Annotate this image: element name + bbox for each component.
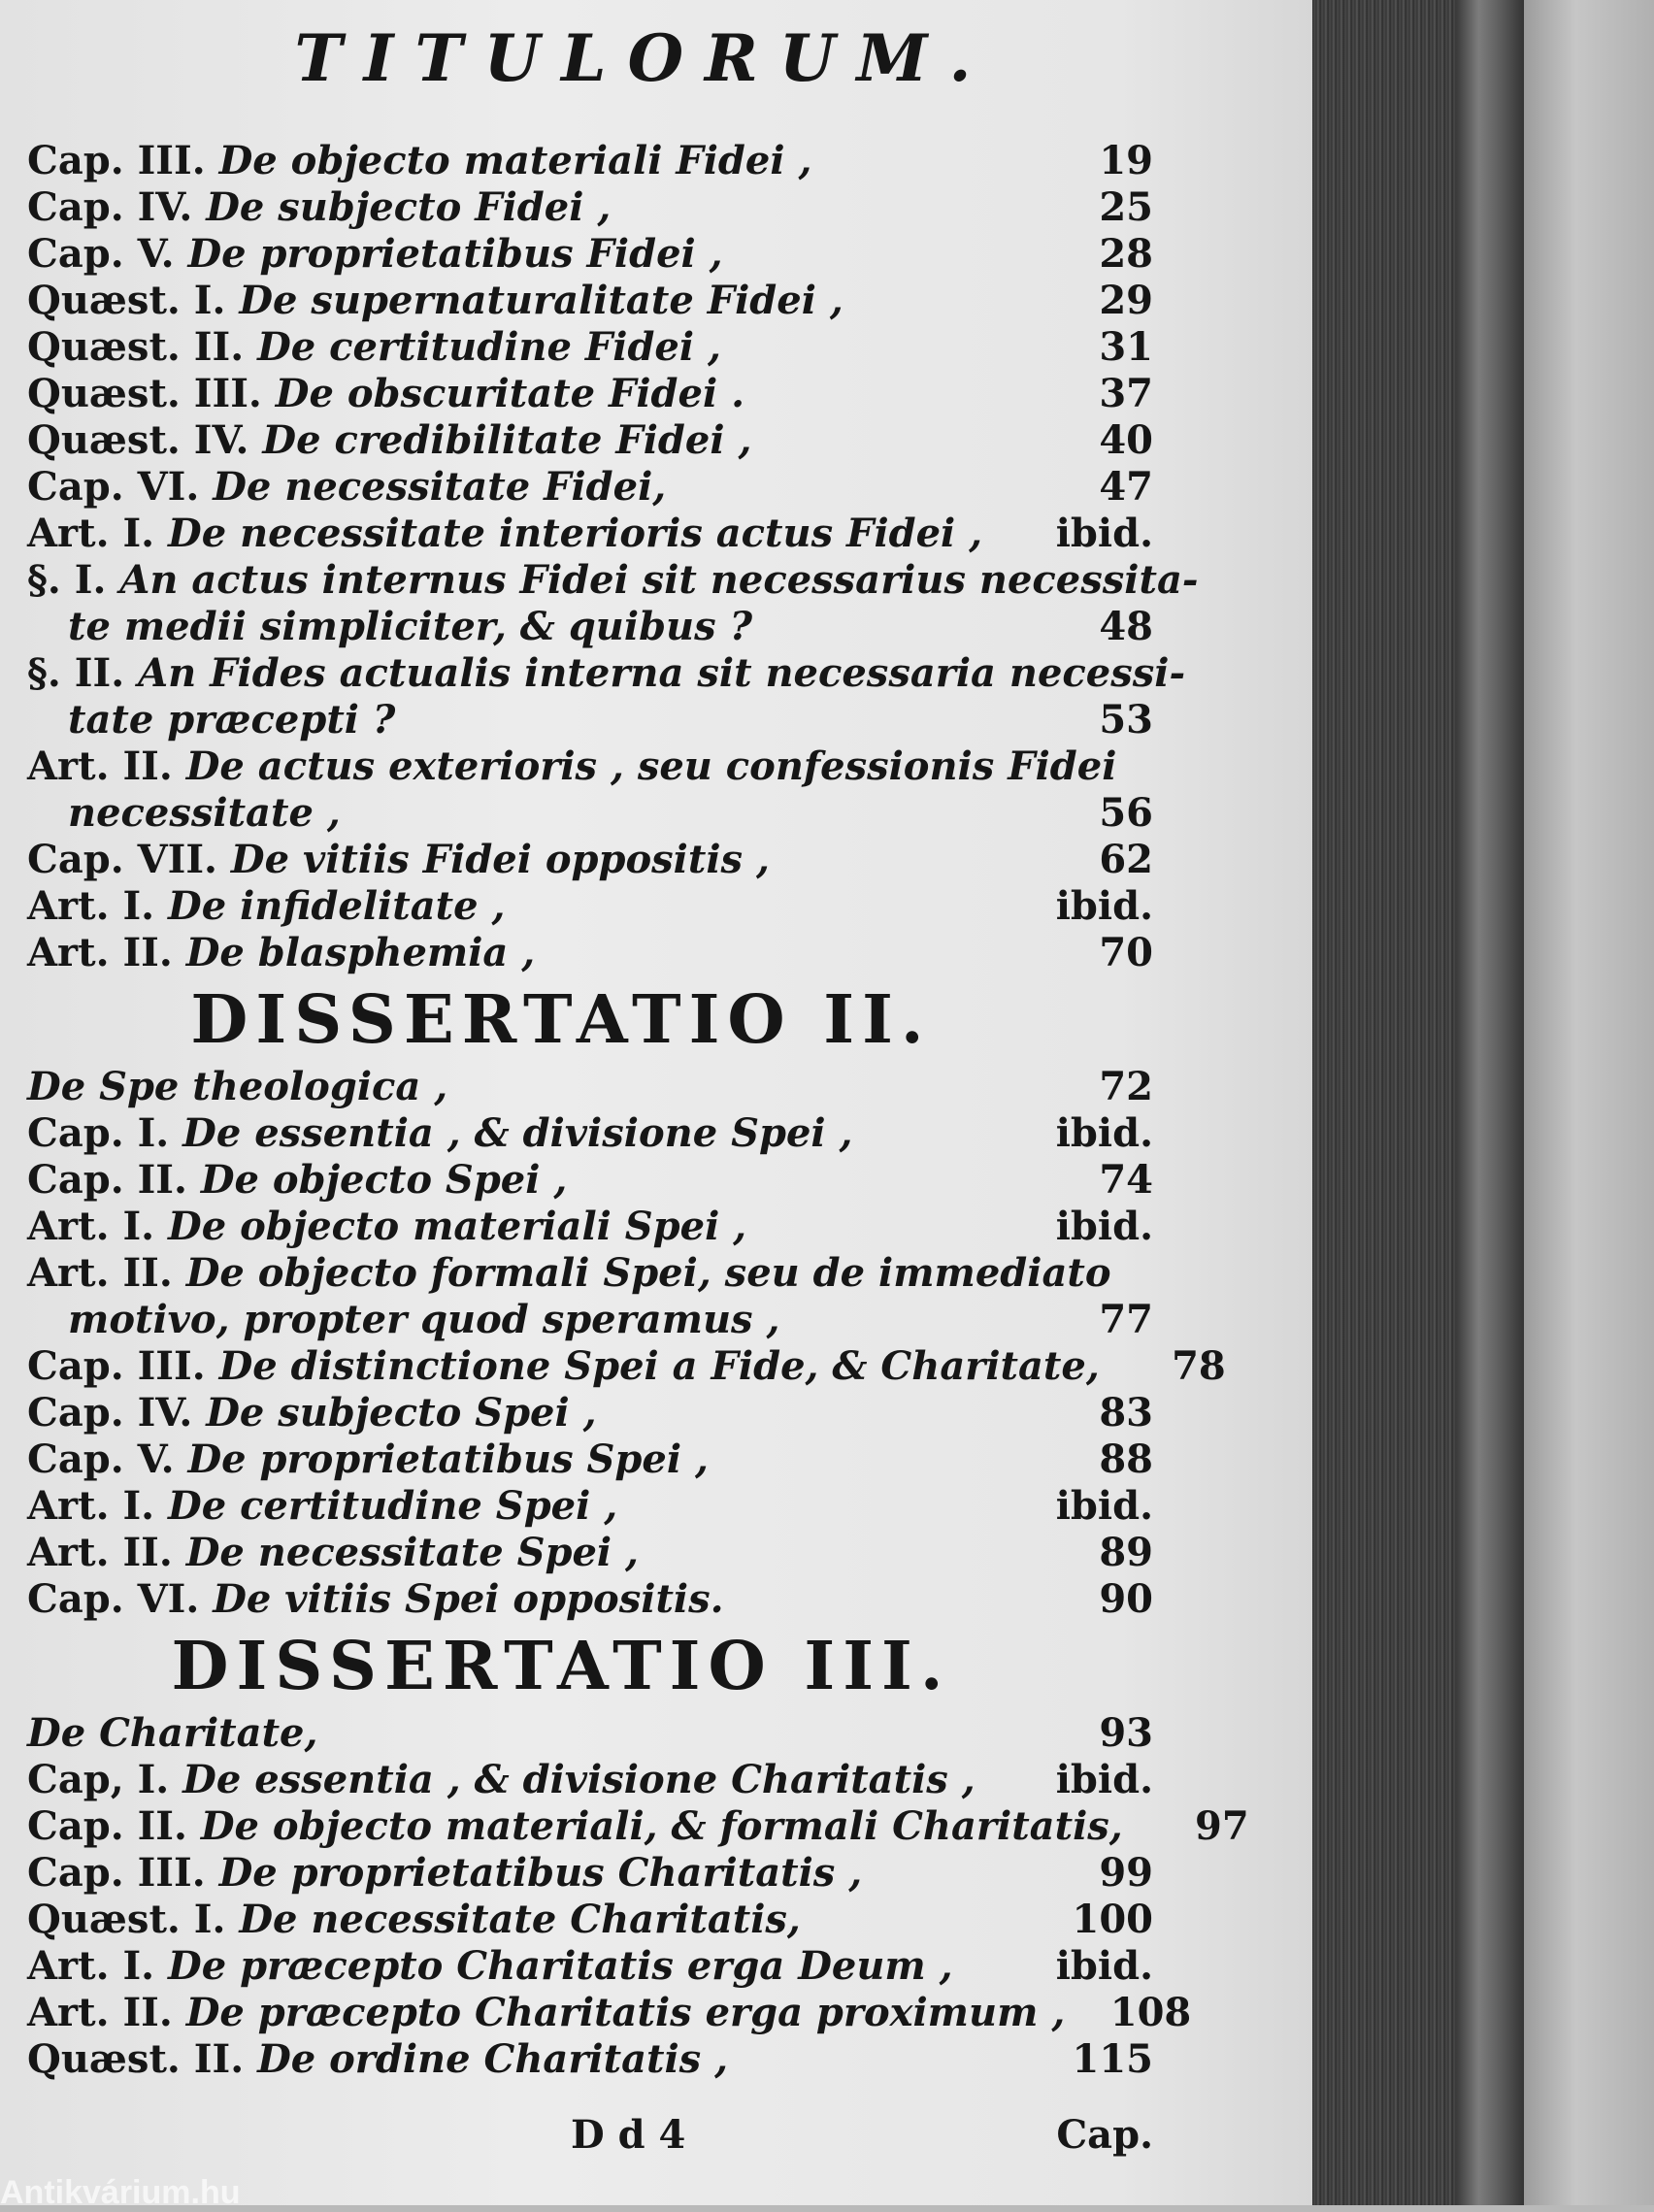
toc-entry-label [27, 1250, 1111, 1297]
toc-entry-head: Cap. IV. [27, 1390, 193, 1436]
toc-entry [27, 557, 1199, 604]
toc-entry-page: ibid. [1055, 1943, 1153, 1989]
toc-entry-title: De obscuritate Fidei . [275, 371, 745, 416]
toc-entry-title: De Spe theologica , [27, 1064, 448, 1109]
toc-entry-label [27, 1483, 1027, 1530]
toc-entry [27, 883, 1153, 930]
toc-entry-head: Quæst. I. [27, 1897, 226, 1942]
toc-entry-title: te medii simpliciter, & quibus ? [68, 604, 753, 649]
toc-entry-page: 29 [1099, 278, 1153, 323]
toc-entry-head: Art. I. [27, 1943, 155, 1989]
toc-entry-page: ibid. [1055, 1757, 1153, 1802]
toc-entry [27, 1850, 1153, 1897]
toc-entry-head: Cap. VII. [27, 837, 217, 882]
toc-entry-continuation [27, 604, 1153, 650]
toc-entry-title: De essentia , & divisione Spei , [182, 1110, 853, 1156]
signature-mark: D d 4 [571, 2112, 686, 2158]
toc-entry-page: ibid. [1055, 1204, 1153, 1249]
toc-entry-title: An Fides actualis interna sit necessaria necessi- [138, 650, 1186, 696]
toc-entry-head: Cap. VI. [27, 464, 200, 510]
toc-entry-head: Cap. V. [27, 1436, 175, 1482]
toc-entry-title: An actus internus Fidei sit necessarius necessita- [119, 557, 1199, 603]
toc-entry-label [27, 790, 1027, 837]
toc-entry-title: De blasphemia , [185, 930, 536, 975]
toc-entry-page: 99 [1099, 1850, 1153, 1896]
toc-entry-label [27, 1110, 1027, 1157]
toc-entry-label [27, 1157, 1027, 1204]
toc-entry-head: Cap. V. [27, 231, 175, 277]
toc-entry-title: De objecto Spei , [200, 1157, 568, 1203]
toc-entry [27, 1157, 1153, 1204]
toc-entry-page: 88 [1099, 1436, 1153, 1482]
toc-entry-title: De credibilitate Fidei , [262, 417, 752, 463]
toc-entry [27, 1483, 1153, 1530]
toc-entry-page: ibid. [1055, 1483, 1153, 1529]
toc-entry-label [27, 1710, 1027, 1757]
toc-entry [27, 1204, 1153, 1250]
toc-entry-head: Art. II. [27, 743, 173, 789]
toc-entry-page: 72 [1099, 1064, 1153, 1109]
toc-entry-head: Art. I. [27, 511, 155, 556]
toc-entry-title: De objecto formali Spei, seu de immediato [185, 1250, 1111, 1296]
toc-entry-label [27, 417, 1027, 464]
toc-entry-label [27, 1990, 1065, 2036]
toc-entry [27, 743, 1153, 790]
toc-entry-title: De necessitate interioris actus Fidei , [168, 511, 983, 556]
toc-entry-label [27, 1436, 1027, 1483]
toc-entry-title: De præcepto Charitatis erga proximum , [185, 1990, 1066, 2035]
toc-entry-title: De objecto materiali Spei , [168, 1204, 747, 1249]
toc-entry-label [27, 697, 1027, 743]
toc-entry-label [27, 743, 1116, 790]
toc-entry-page: 108 [1109, 1990, 1192, 2035]
table-of-contents [27, 138, 1249, 2083]
toc-entry [27, 1990, 1192, 2036]
toc-entry-page: 25 [1099, 184, 1153, 230]
toc-entry-label [27, 1803, 1123, 1850]
toc-entry-head: Art. II. [27, 1530, 173, 1575]
toc-entry-continuation [27, 1297, 1153, 1343]
toc-entry-head: Quæst. III. [27, 371, 262, 416]
catchword: Cap. [1056, 2112, 1153, 2158]
toc-entry-head: Art. II. [27, 1990, 173, 2035]
section-heading: DISSERTATIO III. [171, 1628, 951, 1705]
toc-entry [27, 1757, 1153, 1803]
toc-entry [27, 464, 1153, 511]
toc-entry-head: Art. II. [27, 1250, 173, 1296]
toc-entry-page: ibid. [1055, 883, 1153, 929]
toc-entry [27, 1897, 1153, 1943]
toc-entry-head: Quæst. II. [27, 2036, 245, 2082]
toc-entry-page: 70 [1099, 930, 1153, 975]
toc-entry-title: motivo, propter quod speramus , [68, 1297, 780, 1342]
toc-entry-title: De distinctione Spei a Fide, & Charitate, [218, 1343, 1100, 1389]
toc-entry-head: Cap. I. [27, 1110, 170, 1156]
toc-entry-page: 53 [1099, 697, 1153, 743]
page-content [27, 19, 1249, 2158]
toc-entry-title: De subjecto Spei , [206, 1390, 597, 1436]
toc-entry-head: Art. I. [27, 1204, 155, 1249]
toc-entry-title: De proprietatibus Spei , [187, 1436, 709, 1482]
toc-entry [27, 1710, 1153, 1757]
toc-entry [27, 1064, 1153, 1110]
toc-entry-title: De objecto materiali Fidei , [218, 138, 812, 183]
toc-entry-head: §. I. [27, 557, 107, 603]
toc-entry-head: Cap. VI. [27, 1576, 200, 1622]
toc-entry [27, 231, 1153, 278]
toc-entry-label [27, 604, 1027, 650]
toc-entry-title: De ordine Charitatis , [257, 2036, 729, 2082]
toc-entry-title: De certitudine Spei , [168, 1483, 618, 1529]
book-spine [1456, 0, 1532, 2205]
toc-entry [27, 650, 1186, 697]
toc-entry [27, 1250, 1153, 1297]
toc-entry-head: Cap. II. [27, 1803, 187, 1849]
toc-entry-title: De supernaturalitate Fidei , [239, 278, 844, 323]
toc-entry-label [27, 511, 1027, 557]
toc-entry-head: Quæst. II. [27, 324, 245, 370]
toc-entry [27, 511, 1153, 557]
toc-entry-page: 83 [1099, 1390, 1153, 1436]
toc-entry-head: Quæst. IV. [27, 417, 249, 463]
toc-entry-head: Art. I. [27, 1483, 155, 1529]
toc-entry-label [27, 1576, 1027, 1623]
toc-entry-title: De infidelitate , [168, 883, 506, 929]
toc-entry-title: De vitiis Fidei oppositis , [230, 837, 770, 882]
toc-entry [27, 184, 1153, 231]
toc-entry-head: §. II. [27, 650, 125, 696]
toc-entry [27, 1803, 1249, 1850]
watermark: Antikvárium.hu [0, 2174, 241, 2211]
toc-entry [27, 324, 1153, 371]
toc-entry-label [27, 1530, 1027, 1576]
page-footer [27, 2112, 1153, 2158]
toc-entry [27, 1576, 1153, 1623]
toc-entry [27, 1943, 1153, 1990]
toc-entry-label [27, 1897, 1027, 1943]
toc-entry-title: De necessitate Charitatis, [239, 1897, 801, 1942]
toc-entry-label [27, 1297, 1027, 1343]
toc-entry-label [27, 1943, 1027, 1990]
toc-entry-continuation [27, 697, 1153, 743]
toc-entry-page: 74 [1099, 1157, 1153, 1203]
toc-entry-title: tate præcepti ? [68, 697, 396, 743]
toc-entry-title: De Charitate, [27, 1710, 318, 1756]
toc-entry-title: De certitudine Fidei , [257, 324, 721, 370]
toc-entry-label [27, 2036, 1027, 2083]
toc-entry-page: 37 [1099, 371, 1153, 416]
toc-entry-head: Cap, I. [27, 1757, 170, 1802]
toc-entry-page: 100 [1072, 1897, 1153, 1942]
toc-entry [27, 1343, 1226, 1390]
toc-entry-page: 28 [1099, 231, 1153, 277]
background-surface [1524, 0, 1654, 2205]
toc-entry-label [27, 1390, 1027, 1436]
toc-entry-page: 48 [1099, 604, 1153, 649]
section-heading: DISSERTATIO II. [190, 981, 932, 1059]
toc-entry-label [27, 231, 1027, 278]
toc-entry-title: De actus exterioris , seu confessionis Fidei [185, 743, 1117, 789]
toc-entry-head: Cap. III. [27, 1850, 206, 1896]
toc-entry-title: De præcepto Charitatis erga Deum , [168, 1943, 953, 1989]
toc-entry-continuation [27, 790, 1153, 837]
toc-entry-page: 62 [1099, 837, 1153, 882]
toc-entry [27, 837, 1153, 883]
toc-entry-head: Art. I. [27, 883, 155, 929]
toc-entry-head: Cap. III. [27, 1343, 206, 1389]
toc-entry-label [27, 138, 1027, 184]
toc-entry-head: Cap. IV. [27, 184, 193, 230]
toc-entry [27, 1390, 1153, 1436]
toc-entry-page: 40 [1099, 417, 1153, 463]
toc-entry-label [27, 1850, 1027, 1897]
toc-entry-label [27, 557, 1198, 604]
toc-entry-label [27, 837, 1027, 883]
toc-entry [27, 930, 1153, 976]
toc-entry-label [27, 464, 1027, 511]
toc-entry [27, 1436, 1153, 1483]
toc-entry [27, 1530, 1153, 1576]
toc-entry-page: 78 [1172, 1343, 1226, 1389]
toc-entry [27, 1110, 1153, 1157]
toc-entry-label [27, 930, 1027, 976]
toc-entry-label [27, 278, 1027, 324]
toc-entry [27, 371, 1153, 417]
toc-entry-page: 77 [1099, 1297, 1153, 1342]
toc-entry-label [27, 650, 1185, 697]
toc-entry-head: Cap. III. [27, 138, 206, 183]
toc-entry-title: De subjecto Fidei , [206, 184, 612, 230]
toc-entry-head: Art. II. [27, 930, 173, 975]
toc-entry [27, 417, 1153, 464]
toc-entry [27, 2036, 1153, 2083]
toc-entry-title: De necessitate Spei , [185, 1530, 639, 1575]
toc-entry-page: 19 [1099, 138, 1153, 183]
toc-entry-page: ibid. [1055, 511, 1153, 556]
toc-entry-title: De objecto materiali, & formali Charitatis, [200, 1803, 1123, 1849]
toc-entry-label [27, 371, 1027, 417]
toc-entry-page: 47 [1099, 464, 1153, 510]
toc-entry-title: De necessitate Fidei, [213, 464, 667, 510]
toc-entry-label [27, 1064, 1027, 1110]
toc-entry-label [27, 1343, 1100, 1390]
toc-entry-page: ibid. [1055, 1110, 1153, 1156]
page-edges [1312, 0, 1477, 2205]
toc-entry-title: De essentia , & divisione Charitatis , [182, 1757, 976, 1802]
toc-entry [27, 138, 1153, 184]
toc-entry-title: De vitiis Spei oppositis. [213, 1576, 724, 1622]
toc-entry-label [27, 1757, 1027, 1803]
toc-entry-title: necessitate , [68, 790, 341, 836]
toc-entry [27, 278, 1153, 324]
toc-entry-page: 115 [1072, 2036, 1153, 2082]
toc-entry-label [27, 1204, 1027, 1250]
toc-entry-head: Quæst. I. [27, 278, 226, 323]
toc-entry-label [27, 883, 1027, 930]
toc-entry-page: 31 [1099, 324, 1153, 370]
toc-entry-page: 90 [1099, 1576, 1153, 1622]
toc-entry-page: 56 [1099, 790, 1153, 836]
toc-entry-head: Cap. II. [27, 1157, 187, 1203]
toc-entry-page: 89 [1099, 1530, 1153, 1575]
toc-entry-label [27, 184, 1027, 231]
toc-entry-label [27, 324, 1027, 371]
toc-entry-page: 97 [1195, 1803, 1249, 1849]
running-head: TITULORUM. [294, 20, 993, 96]
toc-entry-title: De proprietatibus Fidei , [187, 231, 723, 277]
toc-entry-page: 93 [1099, 1710, 1153, 1756]
toc-entry-title: De proprietatibus Charitatis , [218, 1850, 863, 1896]
